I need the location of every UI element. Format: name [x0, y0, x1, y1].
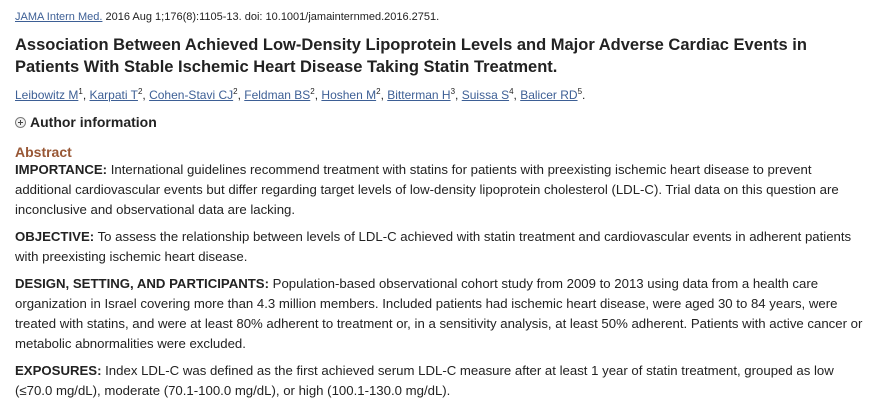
section-text: Population-based observational cohort study from 2009 to 2013 using data from a health care organization in Israel covering more than 4.3 million members. Included patients had ischemic heart disease, were aged 30 to 84 years, were treated with statins, and were at least 80% adherent to treatment or, in a sensitivity analysis, at least 50% adherent. Patients with active cancer or metabolic abnormalities were excluded.: [15, 276, 863, 351]
abstract-objective: [15, 227, 865, 267]
author-link[interactable]: Hoshen M: [321, 88, 377, 102]
author-affiliation: 2: [233, 87, 238, 96]
section-label: DESIGN, SETTING, AND PARTICIPANTS:: [15, 276, 269, 291]
author-information-toggle[interactable]: [15, 114, 870, 130]
author-information-label: Author information: [30, 114, 157, 130]
author-affiliation: 5: [577, 87, 583, 96]
author-link[interactable]: Suissa S: [461, 88, 510, 102]
author-affiliation: 1: [78, 87, 83, 96]
author-link[interactable]: Leibowitz M: [15, 88, 79, 102]
author-link[interactable]: Feldman BS: [244, 88, 311, 102]
section-text: International guidelines recommend treatment with statins for patients with preexisting ischemic heart disease to prevent additional cardiovascular events but differ regarding target levels of low-density lipoprotein cholesterol (LDL-C). Trial data on this question are inconclusive and observational data are lacking.: [15, 162, 839, 217]
journal-link[interactable]: JAMA Intern Med.: [15, 11, 103, 23]
section-text: To assess the relationship between levels of LDL-C achieved with statin treatment and cardiovascular events in adherent patients with preexisting ischemic heart disease.: [15, 229, 852, 264]
author-affiliation: 2: [310, 87, 315, 96]
author-link[interactable]: Cohen-Stavi CJ: [149, 88, 234, 102]
section-label: OBJECTIVE:: [15, 229, 95, 244]
author-link[interactable]: Balicer RD: [520, 88, 578, 102]
author-affiliation: 2: [137, 87, 143, 96]
abstract-importance: [15, 160, 865, 220]
abstract-heading: Abstract: [15, 144, 72, 160]
citation-details: 2016 Aug 1;176(8):1105-13. doi: 10.1001/jamainternmed.2016.2751.: [102, 11, 440, 23]
section-label: IMPORTANCE:: [15, 162, 108, 177]
author-affiliation: 2: [376, 87, 381, 96]
author-affiliation: 3: [450, 87, 456, 96]
author-link[interactable]: Karpati T: [89, 88, 138, 102]
author-list: Leibowitz $M^1$, Karpati $T^2$, Cohen-Stavi $CJ^2$, Feldman $BS^2$, Hoshen $M^2$, Bitterman $H^3$, Suissa $S^4$, Balicer $RD^5$.: [15, 87, 586, 102]
abstract-exposures: [15, 361, 865, 401]
article-title: Association Between Achieved Low-Density Lipoprotein Levels and Major Adverse Cardiac Events in Patients With Stable Ischemic Heart Disease Taking Statin Treatment.: [15, 36, 807, 76]
expand-plus-icon[interactable]: [15, 117, 26, 128]
section-label: EXPOSURES:: [15, 363, 102, 378]
section-text: Index LDL-C was defined as the first achieved serum LDL-C measure after at least 1 year of statin treatment, grouped as low (≤70.0 mg/dL), moderate (70.1-100.0 mg/dL), or high (100.1-130.0 mg/dL).: [15, 363, 834, 398]
abstract-design: [15, 274, 865, 354]
author-link[interactable]: Bitterman H: [387, 88, 451, 102]
citation-line: [15, 10, 870, 24]
author-affiliation: 4: [509, 87, 514, 96]
